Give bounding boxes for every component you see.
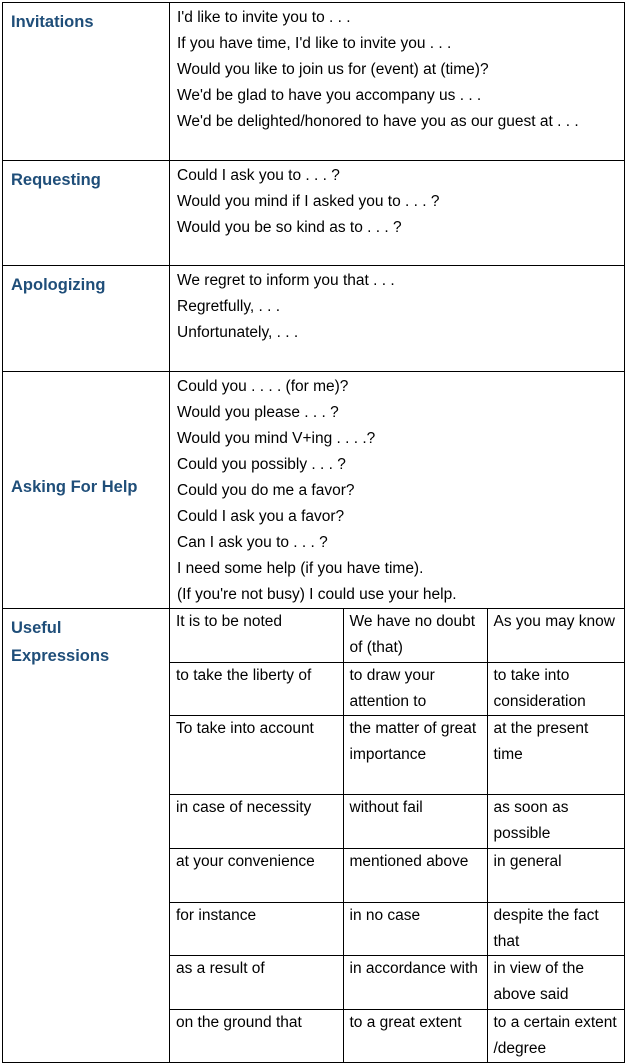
expression-cell: mentioned above [343,848,487,902]
expressions-grid [170,609,624,1062]
expression-cell: the matter of great importance [343,715,487,794]
section-phrases [170,161,625,266]
phrase-line: Could I ask you a favor? [177,508,345,525]
expression-row [170,1009,624,1062]
section-row-asking-for-help [3,372,625,609]
section-row-useful-expressions [3,609,625,1063]
section-heading: Requesting [3,161,170,266]
heading-line: Useful [11,619,62,637]
expression-row [170,794,624,848]
phrase-line: I'd like to invite you to . . . [177,9,351,26]
expression-cell: without fail [343,794,487,848]
expression-cell: To take into account [170,715,343,794]
phrase-line: Regretfully, . . . [177,298,281,315]
phrase-line: Would you be so kind as to . . . ? [177,219,402,236]
expression-row [170,715,624,794]
expression-cell: to take into consideration [487,662,624,715]
phrase-line: Could you do me a favor? [177,482,355,499]
phrase-line: Would you like to join us for (event) at (time)? [177,61,489,78]
expressions-grid-cell [170,609,625,1063]
expression-row [170,848,624,902]
section-phrases [170,266,625,372]
expression-row [170,955,624,1009]
phrase-line: Would you mind V+ing . . . .? [177,430,376,447]
phrase-line: We'd be glad to have you accompany us . . . [177,87,482,104]
expression-cell: for instance [170,902,343,955]
section-phrases [170,372,625,609]
expression-cell: to a certain extent /degree [487,1009,624,1062]
expression-cell: We have no doubt of (that) [343,609,487,662]
expression-cell: to draw your attention to [343,662,487,715]
section-row-requesting [3,161,625,266]
phrase-line: We regret to inform you that . . . [177,272,395,289]
expression-row [170,902,624,955]
phrase-line: Unfortunately, . . . [177,324,299,341]
section-row-invitations [3,3,625,161]
phrase-line: Could you . . . . (for me)? [177,378,349,395]
phrase-line: I need some help (if you have time). [177,560,424,577]
section-heading: Asking For Help [3,372,170,609]
phrase-line: (If you're not busy) I could use your help. [177,586,457,603]
phrase-line: If you have time, I'd like to invite you . . . [177,35,452,52]
expression-cell: in view of the above said [487,955,624,1009]
expression-cell: in no case [343,902,487,955]
phrase-line: Would you mind if I asked you to . . . ? [177,193,440,210]
phrase-line: We'd be delighted/honored to have you as our guest at . . . [177,113,579,130]
expression-cell: as a result of [170,955,343,1009]
phrase-line: Would you please . . . ? [177,404,339,421]
expression-row [170,609,624,662]
expression-cell: on the ground that [170,1009,343,1062]
expression-cell: in accordance with [343,955,487,1009]
expression-cell: despite the fact that [487,902,624,955]
expression-cell: It is to be noted [170,609,343,662]
expression-cell: As you may know [487,609,624,662]
section-heading: Invitations [3,3,170,161]
heading-line: Expressions [11,647,110,665]
expression-cell: to take the liberty of [170,662,343,715]
expression-cell: at the present time [487,715,624,794]
section-heading: Apologizing [3,266,170,372]
phrase-line: Could you possibly . . . ? [177,456,346,473]
expression-cell: in case of necessity [170,794,343,848]
expression-cell: at your convenience [170,848,343,902]
expression-cell: in general [487,848,624,902]
phrases-table [2,2,625,1063]
section-row-apologizing [3,266,625,372]
expression-cell: to a great extent [343,1009,487,1062]
expression-cell: as soon as possible [487,794,624,848]
phrase-line: Could I ask you to . . . ? [177,167,340,184]
phrase-line: Can I ask you to . . . ? [177,534,328,551]
section-phrases [170,3,625,161]
section-heading [3,609,170,1063]
expression-row [170,662,624,715]
